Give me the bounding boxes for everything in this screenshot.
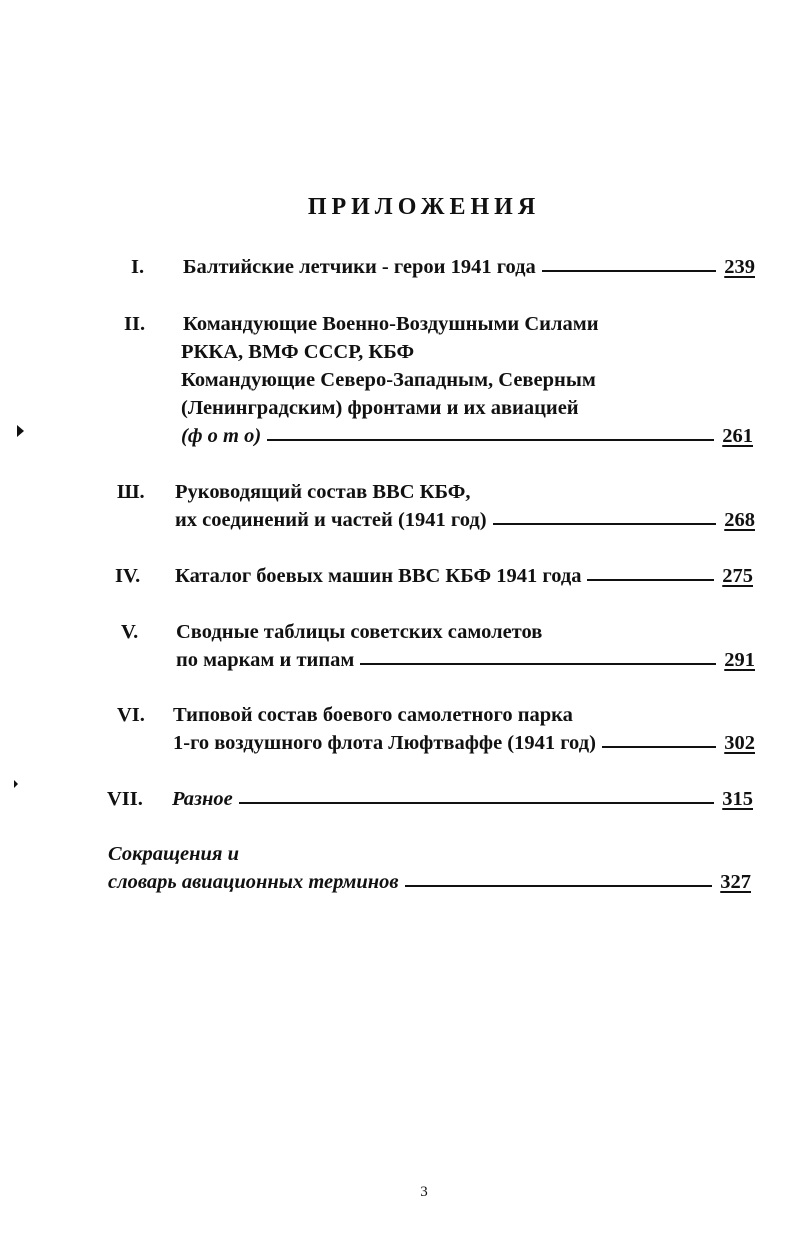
entry-line (173, 732, 755, 755)
entry-number: Ш. (117, 481, 145, 503)
dot-leader (542, 270, 716, 272)
entry-number: VI. (117, 704, 145, 726)
page-folio: 3 (420, 1184, 428, 1200)
entry-title: Разное (172, 788, 233, 810)
page-number: 315 (722, 788, 753, 810)
dot-leader (405, 885, 713, 887)
page-number: 291 (724, 649, 755, 671)
dot-leader (587, 579, 714, 581)
entry-title-line: Сокращения и (108, 843, 239, 865)
entry-title-line: Руководящий состав ВВС КБФ, (175, 481, 471, 503)
entry-title-line: РККА, ВМФ СССР, КБФ (181, 341, 415, 363)
entry-line (175, 565, 753, 588)
scan-mark-icon (14, 780, 18, 788)
dot-leader (239, 802, 715, 804)
dot-leader (493, 523, 717, 525)
entry-line (108, 871, 751, 894)
entry-title-line: 1-го воздушного флота Люфтваффе (1941 год) (173, 732, 596, 754)
entry-line (175, 509, 755, 532)
dot-leader (360, 663, 716, 665)
entry-line (172, 788, 753, 811)
entry-title-line: их соединений и частей (1941 год) (175, 509, 487, 531)
entry-title: Балтийские летчики - герои 1941 года (183, 256, 536, 278)
entry-number: II. (124, 313, 146, 335)
entry-line (183, 256, 755, 279)
entry-title: Каталог боевых машин ВВС КБФ 1941 года (175, 565, 582, 587)
entry-line (181, 425, 753, 448)
entry-title-line: (Ленинградским) фронтами и их авиацией (181, 397, 579, 419)
entry-line (176, 649, 755, 672)
entry-title-line: Типовой состав боевого самолетного парка (173, 704, 573, 726)
page-number: 327 (720, 871, 751, 893)
page-number: 302 (724, 732, 755, 754)
page-title: ПРИЛОЖЕНИЯ (307, 194, 541, 220)
page-number: 261 (722, 425, 753, 447)
scan-mark-icon (17, 425, 24, 437)
entry-title-line: Командующие Военно-Воздушными Силами (183, 313, 599, 335)
entry-title-line: по маркам и типам (176, 649, 355, 671)
dot-leader (267, 439, 714, 441)
entry-number: V. (121, 621, 139, 643)
entry-title-line: Сводные таблицы советских самолетов (176, 621, 543, 643)
entry-number: I. (131, 256, 145, 278)
entry-title-line: (ф о т о) (181, 425, 262, 447)
page-number: 268 (724, 509, 755, 531)
entry-number: IV. (115, 565, 141, 587)
page-number: 275 (722, 565, 753, 587)
dot-leader (602, 746, 716, 748)
entry-title-line: словарь авиационных терминов (108, 871, 399, 893)
entry-number: VII. (107, 788, 143, 810)
page-number: 239 (724, 256, 755, 278)
entry-title-line: Командующие Северо-Западным, Северным (181, 369, 596, 391)
